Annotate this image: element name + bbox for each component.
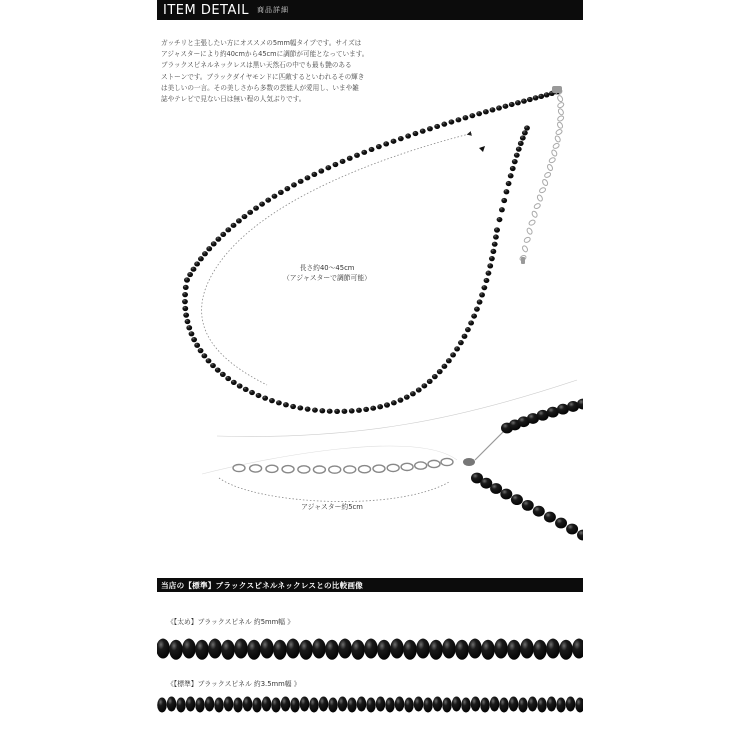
- chain-link: [557, 121, 564, 129]
- standard-bead: [157, 698, 167, 713]
- bead: [479, 292, 485, 297]
- chain-link: [526, 227, 533, 235]
- chain-link: [531, 210, 538, 218]
- bead: [490, 107, 496, 112]
- clasp-chain-top: [519, 86, 564, 264]
- standard-bead: [290, 698, 300, 713]
- standard-bead: [338, 697, 348, 712]
- thick-bead: [325, 640, 339, 660]
- bead: [398, 398, 404, 403]
- bead: [340, 159, 346, 164]
- bead: [524, 125, 530, 130]
- standard-bead: [243, 697, 253, 712]
- adjuster-link: [344, 466, 356, 473]
- bead: [404, 395, 410, 400]
- standard-bead: [471, 697, 481, 712]
- standard-bead: [233, 698, 243, 713]
- description-line: は美しいの一言。その美しさから多数の芸能人が愛用し、いまや雑: [161, 83, 359, 92]
- bead: [465, 327, 471, 332]
- closeup-bead: [566, 524, 578, 535]
- standard-bead: [566, 697, 576, 712]
- standard-bead: [414, 697, 424, 712]
- bead: [533, 95, 539, 100]
- header-subtitle: 商品詳細: [256, 6, 289, 14]
- standard-bead-row: [157, 697, 583, 713]
- bead: [259, 201, 265, 206]
- closeup-bead: [490, 483, 502, 494]
- bead: [454, 346, 460, 351]
- bead: [194, 343, 200, 348]
- bead: [356, 408, 362, 413]
- bead: [512, 159, 518, 164]
- thick-bead: [572, 639, 583, 659]
- bead: [249, 390, 255, 395]
- bead: [210, 363, 216, 368]
- thick-bead: [338, 639, 352, 659]
- standard-bead: [442, 698, 452, 713]
- thick-bead: [351, 640, 365, 660]
- chain-link: [551, 149, 558, 157]
- closeup-wire: [217, 380, 577, 437]
- bead: [347, 156, 353, 161]
- adjuster-link: [401, 463, 413, 470]
- bead: [522, 130, 528, 135]
- bead: [305, 407, 311, 412]
- bead: [469, 113, 475, 118]
- description-line: ストーンです。ブラックダイヤモンドに匹敵するといわれるその輝き: [161, 72, 365, 81]
- standard-bead: [224, 697, 234, 712]
- closeup-bead: [544, 512, 556, 523]
- bead: [503, 104, 509, 109]
- thick-bead: [559, 640, 573, 660]
- thick-bead-row: [157, 639, 583, 660]
- adjuster-link: [282, 466, 294, 473]
- standard-bead: [262, 697, 272, 712]
- standard-bead: [366, 698, 376, 713]
- bead: [437, 369, 443, 374]
- adjuster-link: [387, 464, 399, 471]
- end-tab: [521, 257, 525, 264]
- bead: [497, 217, 503, 222]
- bead: [477, 299, 483, 304]
- bead: [538, 94, 544, 99]
- bead: [509, 102, 515, 107]
- bead: [442, 364, 448, 369]
- bead: [516, 146, 522, 151]
- thick-bead: [221, 640, 235, 660]
- bead: [198, 256, 204, 261]
- bead: [471, 313, 477, 318]
- bead: [183, 312, 189, 317]
- bead: [508, 173, 514, 178]
- bead: [405, 133, 411, 138]
- bead: [370, 406, 376, 411]
- bead: [489, 256, 495, 261]
- thick-bead: [494, 639, 508, 659]
- standard-bead: [328, 698, 338, 713]
- chain-link: [536, 194, 543, 202]
- closeup-wire: [202, 446, 457, 474]
- standard-bead: [518, 698, 528, 713]
- bead: [456, 117, 462, 122]
- bead: [318, 168, 324, 173]
- bead: [305, 175, 311, 180]
- adjuster-link: [298, 466, 310, 473]
- bead: [354, 153, 360, 158]
- thick-bead: [429, 640, 443, 660]
- bead: [369, 147, 375, 152]
- arrow-head-icon: [479, 146, 485, 152]
- bead: [201, 353, 207, 358]
- standard-bead: [357, 697, 367, 712]
- bead: [450, 352, 456, 357]
- bead: [504, 189, 510, 194]
- bead: [462, 334, 468, 339]
- bead: [182, 292, 188, 297]
- standard-bead: [281, 697, 291, 712]
- standard-bead: [509, 697, 519, 712]
- bead: [518, 141, 524, 146]
- bead: [243, 387, 249, 392]
- description-line: アジャスターにより約40cmから45cmに調節が可能となっています。: [161, 50, 369, 59]
- chain-link: [544, 171, 552, 178]
- bead: [231, 380, 237, 385]
- comparison-heading: 当店の【標準】ブラックスピネルネックレスとの比較画像: [161, 580, 363, 590]
- chain-link: [555, 129, 563, 136]
- bead: [376, 144, 382, 149]
- bead: [185, 319, 191, 324]
- closeup-bead: [555, 518, 567, 529]
- bead: [182, 306, 188, 311]
- adjuster-link: [313, 466, 325, 473]
- bead: [434, 124, 440, 129]
- adjuster-link: [359, 466, 371, 473]
- thick-bead: [546, 639, 560, 659]
- bead: [520, 135, 526, 140]
- closeup-bead: [500, 489, 512, 500]
- thick-bead: [195, 640, 209, 660]
- bead: [333, 162, 339, 167]
- standard-bead: [347, 698, 357, 713]
- chain-link: [523, 236, 531, 243]
- bead: [298, 179, 304, 184]
- standard-bead: [176, 698, 186, 713]
- bead: [342, 409, 348, 414]
- bead: [312, 407, 318, 412]
- chain-link: [554, 135, 561, 143]
- bead: [269, 398, 275, 403]
- bead: [514, 153, 520, 158]
- bead: [427, 379, 433, 384]
- chain-link: [528, 219, 536, 226]
- bead: [413, 131, 419, 136]
- bead: [391, 139, 397, 144]
- standard-bead: [214, 698, 224, 713]
- closeup-bead: [547, 407, 559, 418]
- bead: [493, 234, 499, 239]
- bead: [363, 407, 369, 412]
- bead: [291, 182, 297, 187]
- thick-bead: [299, 640, 313, 660]
- adjuster-link: [441, 458, 453, 465]
- bead: [253, 206, 259, 211]
- bead: [487, 263, 493, 268]
- bead: [191, 267, 197, 272]
- closeup-bead: [511, 494, 523, 505]
- bead: [463, 115, 469, 120]
- bead: [510, 166, 516, 171]
- adjuster-measure-arc: [219, 478, 449, 502]
- chain-link: [548, 157, 556, 164]
- length-measure-arc: [202, 134, 469, 385]
- chain-link: [542, 179, 549, 187]
- chain-link: [546, 164, 553, 172]
- bead: [334, 409, 340, 414]
- adjuster-link: [329, 466, 341, 473]
- closeup-bead: [533, 506, 545, 517]
- closeup-bead: [522, 500, 534, 511]
- thick-bead: [377, 640, 391, 660]
- adjuster-link: [266, 465, 278, 472]
- thick-bead: [364, 639, 378, 659]
- bead: [297, 405, 303, 410]
- standard-bead: [537, 698, 547, 713]
- bead: [236, 218, 242, 223]
- bead: [276, 400, 282, 405]
- bead: [290, 404, 296, 409]
- standard-bead: [480, 698, 490, 713]
- bead: [284, 186, 290, 191]
- bead: [278, 190, 284, 195]
- bead: [521, 98, 527, 103]
- bead: [494, 227, 500, 232]
- standard-bead: [499, 698, 509, 713]
- length-label-line2: （アジャスターで調節可能）: [283, 273, 371, 282]
- closeup-bead: [557, 404, 569, 415]
- standard-bead: [528, 697, 538, 712]
- bead: [391, 400, 397, 405]
- chain-link: [552, 142, 560, 149]
- bead: [189, 331, 195, 336]
- thick-bead: [455, 640, 469, 660]
- bead: [186, 325, 192, 330]
- thick-bead: [481, 640, 495, 660]
- thick-bead: [533, 640, 547, 660]
- necklace-illustration: [157, 0, 583, 740]
- standard-bead: [271, 698, 281, 713]
- bead: [410, 391, 416, 396]
- standard-bead: [167, 697, 177, 712]
- bead: [211, 241, 217, 246]
- standard-bead: [300, 697, 310, 712]
- header-title: ITEM DETAIL: [163, 2, 249, 18]
- thick-bead: [520, 639, 534, 659]
- adjuster-link: [415, 462, 427, 469]
- standard-bead: [423, 698, 433, 713]
- bead: [483, 109, 489, 114]
- standard-bead: [461, 698, 471, 713]
- standard-bead: [433, 697, 443, 712]
- standard-bead: [575, 698, 583, 713]
- bead: [206, 246, 212, 251]
- standard-bead: [452, 697, 462, 712]
- closeup-bead: [577, 530, 583, 541]
- clasp-chain: [475, 432, 503, 460]
- chain-link: [522, 245, 529, 253]
- bead: [220, 232, 226, 237]
- bead: [319, 408, 325, 413]
- bead: [492, 242, 498, 247]
- bead: [183, 285, 189, 290]
- bead: [383, 141, 389, 146]
- bead: [202, 251, 208, 256]
- thick-bead: [247, 640, 261, 660]
- thick-caption: 《【太め】ブラックスピネル 約5mm幅 》: [167, 618, 295, 626]
- thick-bead: [169, 640, 183, 660]
- chain-link: [557, 95, 564, 103]
- bead: [499, 207, 505, 212]
- chain-link: [533, 203, 541, 210]
- thick-bead: [234, 639, 248, 659]
- bead: [262, 396, 268, 401]
- thick-bead: [403, 640, 417, 660]
- bead: [481, 285, 487, 290]
- chain-link: [557, 115, 565, 122]
- bead: [427, 126, 433, 131]
- bead: [501, 198, 507, 203]
- bead: [215, 236, 221, 241]
- standard-bead: [376, 697, 386, 712]
- length-label-line1: 長さ約40〜45cm: [299, 264, 355, 272]
- clasp: [552, 86, 562, 93]
- standard-bead: [385, 698, 395, 713]
- bead: [225, 227, 231, 232]
- bead: [225, 376, 231, 381]
- standard-bead: [395, 697, 405, 712]
- bead: [515, 100, 521, 105]
- standard-bead: [319, 697, 329, 712]
- bead: [349, 408, 355, 413]
- standard-bead: [195, 698, 205, 713]
- thick-bead: [312, 639, 326, 659]
- bead: [191, 337, 197, 342]
- bead: [377, 404, 383, 409]
- bead: [325, 165, 331, 170]
- bead: [327, 409, 333, 414]
- standard-bead: [556, 698, 566, 713]
- chain-link: [557, 102, 565, 109]
- bead: [421, 383, 427, 388]
- lobster-clasp: [463, 458, 475, 466]
- bead: [194, 261, 200, 266]
- bead: [449, 119, 455, 124]
- bead: [265, 197, 271, 202]
- adjuster-link: [250, 465, 262, 472]
- adjuster-link: [428, 460, 440, 467]
- standard-bead: [309, 698, 319, 713]
- bead: [283, 402, 289, 407]
- standard-bead: [404, 698, 414, 713]
- bead: [484, 278, 490, 283]
- bead: [215, 367, 221, 372]
- thick-bead: [182, 639, 196, 659]
- comparison-heading-band: [157, 578, 583, 592]
- thick-bead: [157, 639, 170, 659]
- bead: [490, 249, 496, 254]
- bead: [361, 150, 367, 155]
- bead: [420, 129, 426, 134]
- standard-bead: [186, 697, 196, 712]
- item-detail-panel: [157, 0, 583, 740]
- standard-bead: [205, 697, 215, 712]
- bead: [544, 92, 550, 97]
- bead: [184, 277, 190, 282]
- bead: [220, 372, 226, 377]
- description-line: ガッチリと主張したい方にオススメの5mm幅タイプです。サイズは: [161, 39, 362, 47]
- standard-bead: [547, 697, 557, 712]
- bead: [182, 299, 188, 304]
- bead: [432, 374, 438, 379]
- bead: [311, 172, 317, 177]
- bead: [416, 387, 422, 392]
- bead: [231, 223, 237, 228]
- bead: [527, 97, 533, 102]
- bead: [242, 214, 248, 219]
- description-line: ブラックスピネルネックレスは黒い天然石の中でも最も艶のある: [161, 61, 352, 70]
- bead: [256, 393, 262, 398]
- thick-bead: [468, 639, 482, 659]
- thick-bead: [507, 640, 521, 660]
- adjuster-label: アジャスター約5cm: [301, 503, 363, 511]
- length-label: [277, 264, 377, 283]
- thick-bead: [390, 639, 404, 659]
- bead: [237, 383, 243, 388]
- bead: [198, 348, 204, 353]
- bead: [496, 105, 502, 110]
- bead: [384, 402, 390, 407]
- thick-bead: [208, 639, 222, 659]
- bead: [458, 340, 464, 345]
- bead: [506, 181, 512, 186]
- bead: [476, 111, 482, 116]
- description-line: 誌やテレビで見ない日は無い程の人気ぶりです。: [161, 95, 306, 104]
- standard-caption: 《【標準】ブラックスピネル 約3.5mm幅 》: [167, 680, 301, 688]
- bead: [486, 271, 492, 276]
- bead: [446, 358, 452, 363]
- chain-link: [557, 108, 564, 116]
- chain-link: [539, 187, 547, 194]
- thick-bead: [416, 639, 430, 659]
- bead: [468, 320, 474, 325]
- standard-bead: [490, 697, 500, 712]
- bead: [247, 210, 253, 215]
- bead: [206, 358, 212, 363]
- adjuster-link: [373, 465, 385, 472]
- thick-bead: [286, 639, 300, 659]
- necklace-strand-main: [182, 89, 560, 414]
- standard-bead: [252, 698, 262, 713]
- thick-bead: [442, 639, 456, 659]
- bead: [272, 194, 278, 199]
- thick-bead: [273, 640, 287, 660]
- thick-bead: [260, 639, 274, 659]
- bead: [474, 306, 480, 311]
- bead: [398, 136, 404, 141]
- bead: [187, 272, 193, 277]
- bead: [441, 122, 447, 127]
